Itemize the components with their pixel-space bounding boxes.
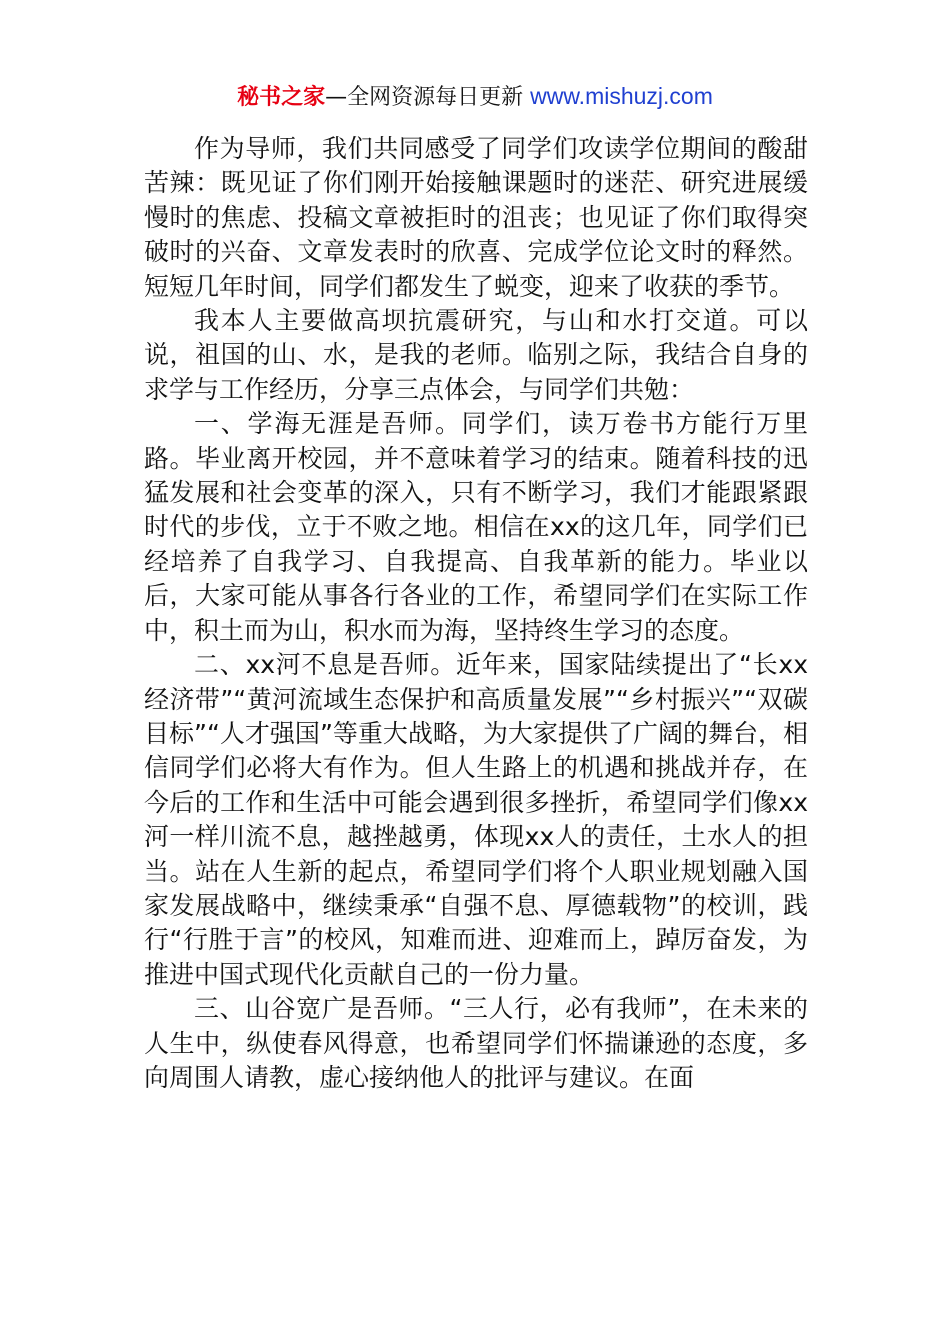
site-brand: 秘书之家 <box>237 85 326 110</box>
site-tagline: —全网资源每日更新 <box>325 85 524 110</box>
document-body <box>144 132 808 1095</box>
site-url-link[interactable]: www.mishuzj.com <box>530 83 713 109</box>
paragraph-point-two: 二、xx河不息是吾师。近年来，国家陆续提出了“长xx经济带”“黄河流域生态保护和高质量发展”“乡村振兴”“双碳目标”“人才强国”等重大战略，为大家提供了广阔的舞台，相信同学们必将大有作为。但人生路上的机遇和挑战并存，在今后的工作和生活中可能会遇到很多挫折，希望同学们像xx河一样川流不息，越挫越勇，体现xx人的责任，土水人的担当。站在人生新的起点，希望同学们将个人职业规划融入国家发展战略中，继续秉承“自强不息、厚德载物”的校训，践行“行胜于言”的校风，知难而进、迎难而上，踔厉奋发，为推进中国式现代化贡献自己的一份力量。 <box>144 650 808 989</box>
paragraph-point-one: 一、学海无涯是吾师。同学们，读万卷书方能行万里路。毕业离开校园，并不意味着学习的结束。随着科技的迅猛发展和社会变革的深入，只有不断学习，我们才能跟紧跟时代的步伐，立于不败之地。相信在xx的这几年，同学们已经培养了自我学习、自我提高、自我革新的能力。毕业以后，大家可能从事各行各业的工作，希望同学们在实际工作中，积土而为山，积水而为海，坚持终生学习的态度。 <box>144 409 808 645</box>
paragraph-mountains-water: 我本人主要做高坝抗震研究，与山和水打交道。可以说，祖国的山、水，是我的老师。临别之际，我结合自身的求学与工作经历，分享三点体会，与同学们共勉： <box>144 306 808 404</box>
page-header <box>0 80 950 114</box>
paragraph-intro: 作为导师，我们共同感受了同学们攻读学位期间的酸甜苦辣：既见证了你们刚开始接触课题时的迷茫、研究进展缓慢时的焦虑、投稿文章被拒时的沮丧；也见证了你们取得突破时的兴奋、文章发表时的欣喜、完成学位论文时的释然。短短几年时间，同学们都发生了蜕变，迎来了收获的季节。 <box>144 134 808 301</box>
paragraph-point-three: 三、山谷宽广是吾师。“三人行，必有我师”，在未来的人生中，纵使春风得意，也希望同学们怀揣谦逊的态度，多向周围人请教，虚心接纳他人的批评与建议。在面 <box>144 994 808 1092</box>
